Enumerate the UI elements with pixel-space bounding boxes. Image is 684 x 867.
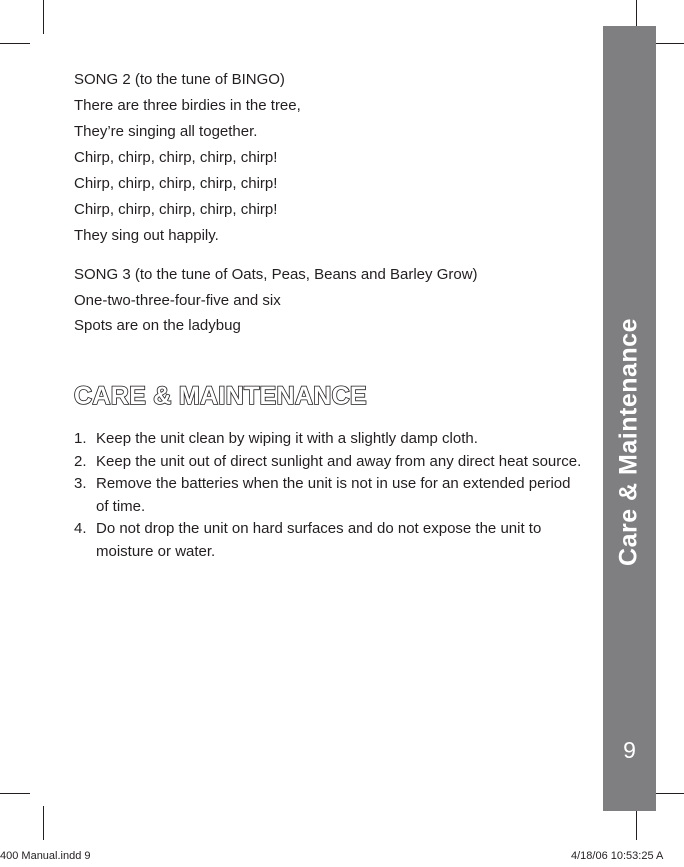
song3-line: One-two-three-four-five and six xyxy=(74,292,281,309)
crop-mark xyxy=(636,806,637,840)
song3-line: Spots are on the ladybug xyxy=(74,317,241,334)
side-tab-title: Care & Maintenance xyxy=(614,318,643,566)
side-section-tab xyxy=(603,26,656,811)
crop-mark xyxy=(43,0,44,34)
song2-title: SONG 2 (to the tune of BINGO) xyxy=(74,71,285,88)
song2-line: They’re singing all together. xyxy=(74,123,258,140)
crop-mark xyxy=(654,793,684,794)
list-item: 2. Keep the unit out of direct sunlight and away from any direct heat source. xyxy=(74,452,582,470)
page-number: 9 xyxy=(623,737,636,763)
list-item: 4. Do not drop the unit on hard surfaces and do not expose the unit to moisture or water. xyxy=(74,520,542,560)
song2-line: Chirp, chirp, chirp, chirp, chirp! xyxy=(74,201,278,218)
song3-title: SONG 3 (to the tune of Oats, Peas, Beans and Barley Grow) xyxy=(74,266,478,283)
footer-filename: 400 Manual.indd 9 xyxy=(0,850,91,862)
care-heading: CARE & MAINTENANCE xyxy=(74,382,367,410)
care-list xyxy=(74,428,584,563)
crop-mark xyxy=(43,806,44,840)
song2-line: Chirp, chirp, chirp, chirp, chirp! xyxy=(74,175,278,192)
list-item: 3. Remove the batteries when the unit is not in use for an extended period of time. xyxy=(74,475,571,515)
crop-mark xyxy=(654,43,684,44)
crop-mark xyxy=(0,793,30,794)
song2-line: There are three birdies in the tree, xyxy=(74,97,301,114)
song2-line: Chirp, chirp, chirp, chirp, chirp! xyxy=(74,149,278,166)
footer-datetime: 4/18/06 10:53:25 A xyxy=(571,850,664,862)
list-item: 1. Keep the unit clean by wiping it with a slightly damp cloth. xyxy=(74,430,478,447)
crop-mark xyxy=(0,43,30,44)
song2-line: They sing out happily. xyxy=(74,227,219,244)
